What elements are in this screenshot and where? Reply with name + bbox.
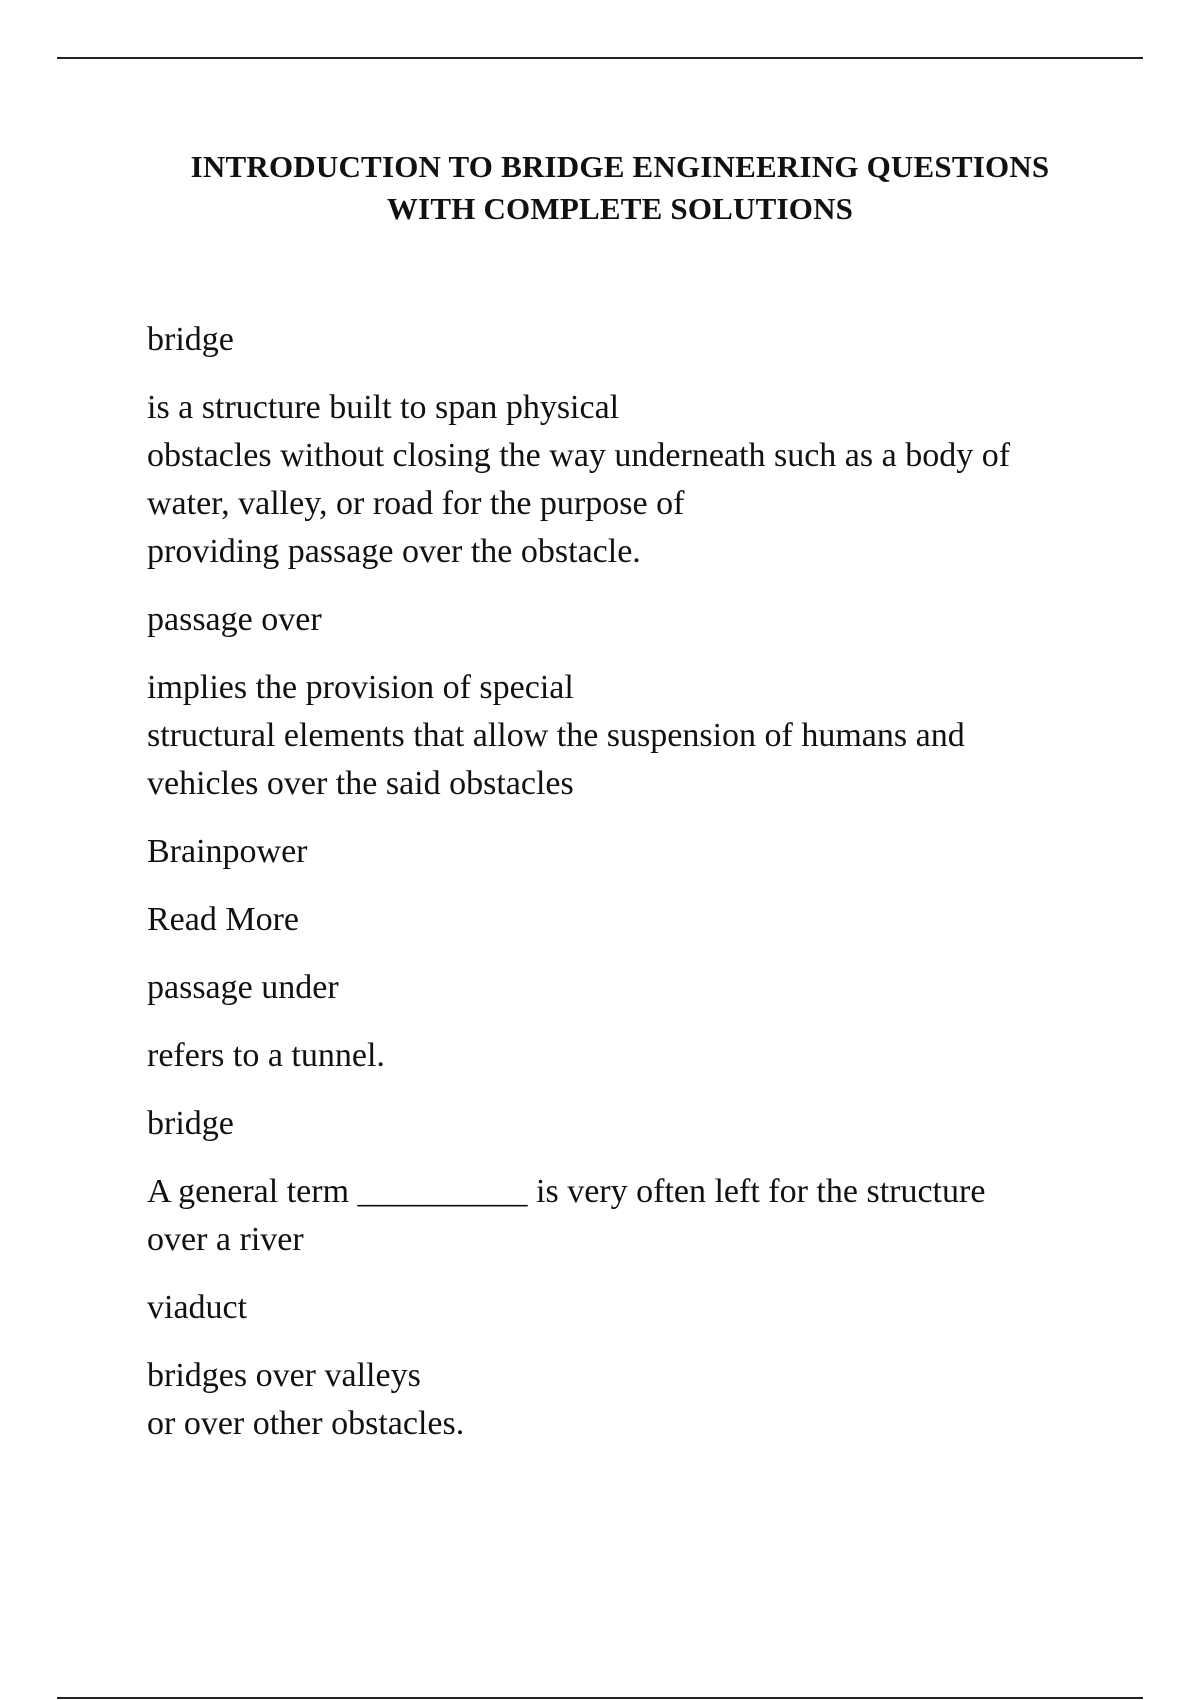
read-more-link[interactable] bbox=[147, 896, 1107, 944]
text-line: bridge bbox=[147, 1105, 234, 1142]
text-line: passage over bbox=[147, 601, 322, 638]
term-passage-over bbox=[147, 596, 1107, 644]
text-line: refers to a tunnel. bbox=[147, 1037, 385, 1074]
text-line: viaduct bbox=[147, 1289, 248, 1326]
definition-passage-over bbox=[147, 664, 1107, 808]
text-line: is a structure built to span physical bbox=[147, 389, 620, 426]
bottom-rule bbox=[57, 1697, 1143, 1699]
text-line: structural elements that allow the suspension of humans and bbox=[147, 717, 965, 754]
text-line: or over other obstacles. bbox=[147, 1405, 465, 1442]
text-line: vehicles over the said obstacles bbox=[147, 765, 574, 802]
term-viaduct bbox=[147, 1284, 1107, 1332]
text-line: passage under bbox=[147, 969, 339, 1006]
definition-viaduct bbox=[147, 1352, 1107, 1448]
top-rule bbox=[57, 57, 1143, 59]
document-body bbox=[147, 316, 1107, 1468]
text-line: Brainpower bbox=[147, 833, 308, 870]
definition-bridge bbox=[147, 384, 1107, 576]
term-bridge bbox=[147, 316, 1107, 364]
text-line: water, valley, or road for the purpose of bbox=[147, 485, 685, 522]
title-line: INTRODUCTION TO BRIDGE ENGINEERING QUESTIONS bbox=[190, 149, 1050, 184]
term-bridge-2 bbox=[147, 1100, 1107, 1148]
text-line: providing passage over the obstacle. bbox=[147, 533, 641, 570]
text-line: A general term __________ is very often left for the structure bbox=[147, 1173, 986, 1210]
definition-passage-under bbox=[147, 1032, 1107, 1080]
text-line: bridges over valleys bbox=[147, 1357, 421, 1394]
text-line: over a river bbox=[147, 1221, 304, 1258]
text-line: obstacles without closing the way underneath such as a body of bbox=[147, 437, 1011, 474]
text-line: implies the provision of special bbox=[147, 669, 574, 706]
question-general-term bbox=[147, 1168, 1107, 1264]
text-line: bridge bbox=[147, 321, 234, 358]
term-passage-under bbox=[147, 964, 1107, 1012]
brainpower-label bbox=[147, 828, 1107, 876]
text-line: Read More bbox=[147, 901, 300, 938]
document-title bbox=[60, 146, 1180, 230]
title-line: WITH COMPLETE SOLUTIONS bbox=[386, 191, 854, 226]
